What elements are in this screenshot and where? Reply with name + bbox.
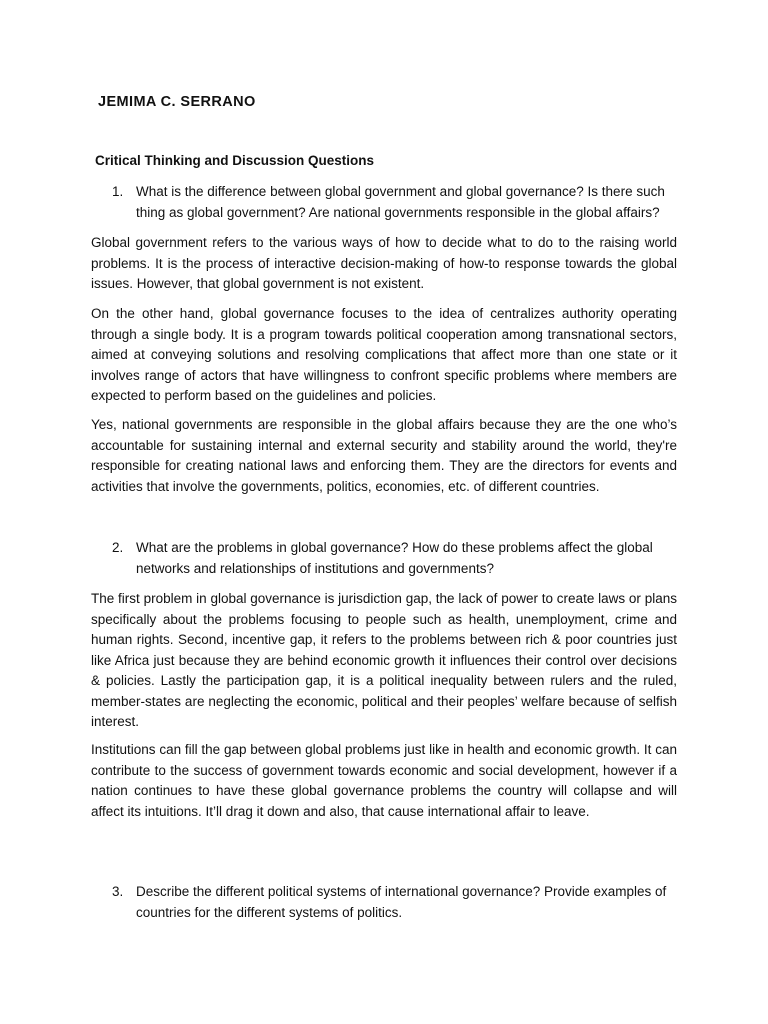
- answer-paragraph-1: Global government refers to the various ways of how to decide what to do to the raising world problems. It is the process of interactive decision-making of how-to response towards the global issues. However, that global government is not existent.: [91, 235, 677, 291]
- question-number: 1.: [112, 184, 124, 199]
- question-2: [112, 538, 682, 579]
- question-number: 2.: [112, 540, 124, 555]
- section-title: Critical Thinking and Discussion Questions: [95, 153, 375, 168]
- answer-paragraph-3: Yes, national governments are responsible in the global affairs because they are the one who’s accountable for sustaining internal and external security and stability around the world, they're responsible for creating national laws and enforcing them. They are the directors for events and activities that involve the governments, politics, economies, etc. of different countries.: [91, 417, 677, 494]
- answer-paragraph-2: On the other hand, global governance focuses to the idea of centralizes authority operating through a single body. It is a program towards political cooperation among transnational sectors, aimed at conveying solutions and resolving complications that affect more than one state or it involves range of actors that have willingness to confront specific problems where members are expected to perform based on the guidelines and policies.: [91, 306, 677, 403]
- question-text: Describe the different political systems of international governance? Provide examples of countries for the different systems of politics.: [136, 884, 667, 920]
- author-name: JEMIMA C. SERRANO: [98, 94, 256, 110]
- answer-paragraph-5: Institutions can fill the gap between global problems just like in health and economic growth. It can contribute to the success of government towards economic and social development, however if a nation continues to have these global governance problems the country will collapse and will affect its intuitions. It’ll drag it down and also, that cause international affair to leave.: [91, 742, 677, 819]
- question-text: What is the difference between global government and global governance? Is there such thing as global government? Are national governments responsible in the global affairs?: [136, 184, 665, 220]
- question-text: What are the problems in global governance? How do these problems affect the global networks and relationships of institutions and governments?: [136, 540, 653, 576]
- question-number: 3.: [112, 884, 124, 899]
- answer-paragraph-4: The first problem in global governance is jurisdiction gap, the lack of power to create laws or plans specifically about the problems focusing to people such as health, unemployment, crime and human rights. Second, incentive gap, it refers to the problems between rich & poor countries just like Africa just because they are behind economic growth it influences their control over decisions & policies. Lastly the participation gap, it is a political inequality between rulers and the ruled, member-states are neglecting the economic, political and their peoples’ welfare because of selfish interest.: [91, 591, 677, 729]
- question-1: [112, 182, 682, 223]
- question-3: [112, 882, 682, 923]
